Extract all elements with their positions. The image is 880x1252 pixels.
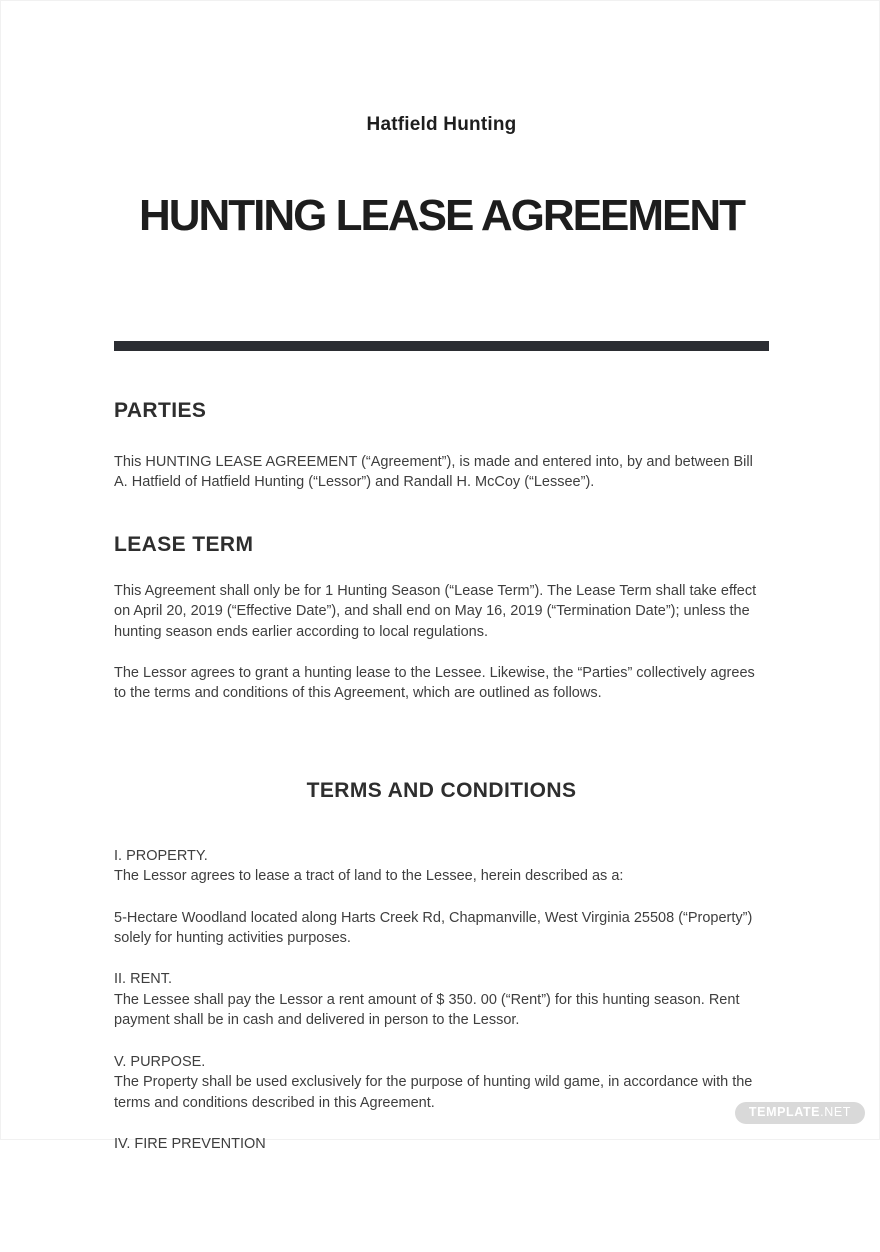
section-lease-term (114, 532, 769, 704)
clause-property (114, 846, 769, 949)
clause-rent (114, 969, 769, 1030)
clause-purpose (114, 1052, 769, 1113)
document-page (1, 114, 879, 1252)
parties-heading: PARTIES (114, 399, 207, 422)
clause-property-label: I. PROPERTY. (114, 847, 208, 864)
clause-rent-paragraph: The Lessee shall pay the Lessor a rent amount of $ 350. 00 (“Rent”) for this hunting season. Rent payment shall be in cash and delivered in person to the Lessor. (114, 991, 740, 1029)
lease-term-heading: LEASE TERM (114, 532, 254, 556)
divider-bar (114, 341, 769, 351)
lease-term-paragraph-2: The Lessor agrees to grant a hunting lease to the Lessee. Likewise, the “Parties” collectively agrees to the terms and conditions of this Agreement, which are outlined as follows. (114, 665, 755, 702)
clause-purpose-paragraph: The Property shall be used exclusively for the purpose of hunting wild game, in accordance with the terms and conditions described in this Agreement. (114, 1074, 753, 1111)
clause-rent-label: II. RENT. (114, 971, 173, 988)
clause-fire-prevention (114, 1134, 769, 1154)
template-net-watermark-badge (735, 1102, 865, 1124)
clause-purpose-label: V. PURPOSE. (114, 1053, 206, 1070)
parties-paragraph: This HUNTING LEASE AGREEMENT (“Agreement”), is made and entered into, by and between Bill A. Hatfield of Hatfield Hunting (“Lessor”) and Randall H. McCoy (“Lessee”). (114, 454, 753, 491)
clause-fire-prevention-label: IV. FIRE PREVENTION (114, 1135, 266, 1152)
section-terms-and-conditions (114, 778, 769, 1154)
clause-property-paragraph-1: The Lessor agrees to lease a tract of land to the Lessee, herein described as a: (114, 868, 624, 885)
section-parties (114, 398, 769, 493)
clause-property-paragraph-2: 5-Hectare Woodland located along Harts Creek Rd, Chapmanville, West Virginia 25508 (“Property”) solely for hunting activities purposes. (114, 909, 753, 947)
document-title: HUNTING LEASE AGREEMENT (138, 191, 745, 240)
watermark-brand-text: TEMPLATE (748, 1105, 821, 1119)
terms-heading: TERMS AND CONDITIONS (306, 778, 577, 802)
watermark-brand-suffix: .NET (820, 1105, 851, 1119)
lease-term-paragraph-1: This Agreement shall only be for 1 Hunting Season (“Lease Term”). The Lease Term shall take effect on April 20, 2019 (“Effective Date”), and shall end on May 16, 2019 (“Termination Date”); unless the hunting season ends earlier according to local regulations. (114, 582, 757, 640)
company-name: Hatfield Hunting (366, 114, 517, 135)
